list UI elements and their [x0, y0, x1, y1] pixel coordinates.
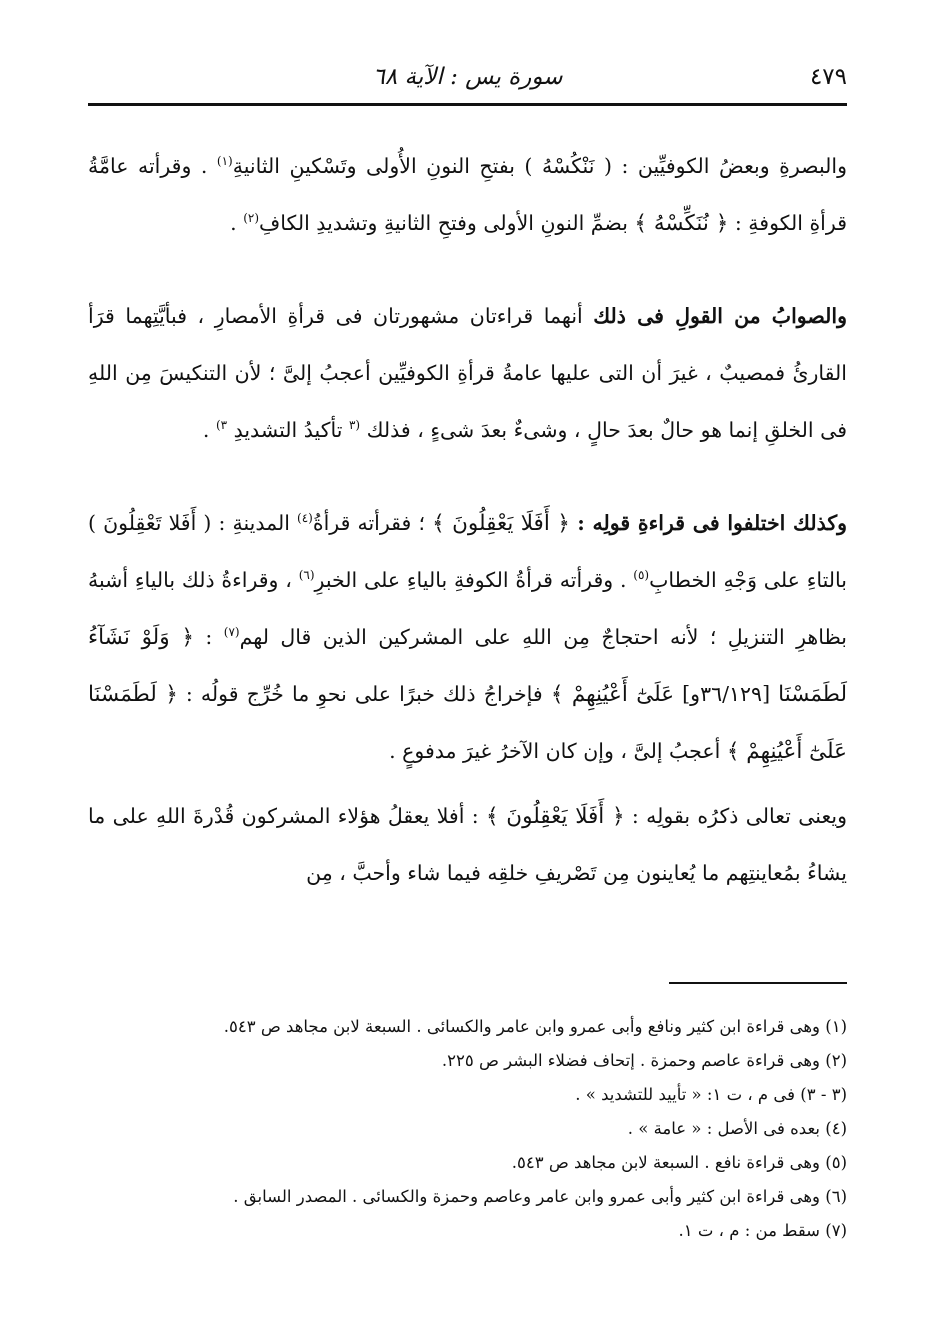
paragraph-3: [88, 495, 847, 780]
footnote-ref-7[interactable]: (٧): [223, 625, 240, 640]
quran-quote: ﴿ وَلَوْ نَشَآءُ لَطَمَسْنَا: [88, 625, 847, 707]
text-segment: أعجبُ إلىَّ ، وإن كان الآخرُ غيرَ مدفوعٍ .: [389, 739, 727, 763]
footnote-ref-4[interactable]: (٤): [297, 511, 313, 526]
footnote-ref-3-end[interactable]: ٣): [215, 418, 228, 433]
page-header: [88, 58, 847, 98]
text-segment: :: [193, 625, 224, 649]
footnote-ref-1[interactable]: (١): [216, 154, 233, 169]
footnote-5: (٥) وهى قراءة نافع . السبعة لابن مجاهد ص ٥٤٣.: [511, 1153, 847, 1172]
text-segment: .: [202, 418, 216, 442]
paragraph-4: [88, 788, 847, 902]
footnote-7: (٧) سقط من : م ، ت ١.: [678, 1221, 847, 1240]
text-segment: والبصرةِ وبعضُ الكوفيِّين : ( نَنْكُسْهُ ) بفتحِ النونِ الأُولى وتَسْكينِ الثانيةِ: [232, 154, 847, 178]
footnote-3: (٣ - ٣) فى م ، ت ١: « تأييد للتشديد » .: [575, 1085, 847, 1104]
paragraph-lead: والصوابُ من القولِ فى ذلك: [593, 304, 848, 328]
quran-quote: ﴿ لَطَمَسْنَا عَلَىٰٓ أَعْيُنِهِمْ ﴾: [88, 682, 847, 764]
main-text: [88, 138, 847, 910]
text-segment: : أفلا يعقلُ هؤلاء المشركون قُدْرةَ اللهِ على ما يشاءُ بمُعاينتِهم ما يُعاينون مِن تَصْريفِ خلقِه فيما شاء وأحبَّ ، مِن: [88, 804, 847, 885]
text-segment: ؛ فقرأته قرأةُ: [312, 511, 433, 535]
text-segment: ، وقراءةُ ذلك بالياءِ أشبهُ بظاهرِ التنزيلِ ؛ لأنه احتجاجٌ مِن اللهِ على المشركين الذين قال لهم: [88, 568, 847, 649]
text-segment: . وقرأته عامَّةُ قرأةِ الكوفةِ :: [88, 154, 847, 235]
quran-quote: ﴿ أَفَلَا يَعْقِلُونَ ﴾: [486, 804, 625, 829]
paragraph-1: [88, 138, 847, 252]
text-segment: . وقرأته قرأةُ الكوفةِ بالياءِ على الخبرِ: [314, 568, 634, 592]
footnote-ref-3-start[interactable]: (٣: [348, 418, 361, 433]
footnote-ref-6[interactable]: (٦): [298, 568, 315, 583]
text-segment: المدينةِ : ( أَفَلا تَعْقِلُونَ ) بالتاءِ على وَجْهِ الخطابِ: [88, 511, 847, 592]
text-segment: ويعنى تعالى ذكرُه بقولِه :: [624, 804, 847, 828]
footnote-1: (١) وهى قراءة ابن كثير ونافع وأبى عمرو وابن عامر والكسائى . السبعة لابن مجاهد ص ٥٤٣.: [223, 1017, 847, 1036]
footnote-4: (٤) بعده فى الأصل : « عامة » .: [627, 1119, 847, 1138]
footnotes: [88, 1010, 847, 1248]
footnote-6: (٦) وهى قراءة ابن كثير وأبى عمرو وابن عامر وعاصم وحمزة والكسائى . المصدر السابق .: [233, 1187, 847, 1206]
text-segment: أنهما قراءتان مشهورتان فى قرأةِ الأمصارِ ، فبأيَّتِهما قرَأ القارئُ فمصيبٌ ، غيرَ أن التى عليها عامةُ قرأةِ الكوفيِّين أعجبُ إلىَّ ؛ لأن التنكيسَ مِن اللهِ فى الخلقِ إنما هو حالٌ بعدَ حالٍ ، وشىءٌ بعدَ شىءٍ ، فذلك: [88, 304, 847, 442]
text-segment: تأكيدُ التشديدِ: [227, 418, 349, 442]
footnote-ref-2[interactable]: (٢): [243, 211, 260, 226]
quran-quote: ﴿ نُنَكِّسْهُ ﴾: [634, 211, 729, 236]
running-title: سورة يس : الآية ٦٨: [372, 64, 563, 90]
footnote-separator: [669, 982, 847, 984]
footnote-2: (٢) وهى قراءة عاصم وحمزة . إتحاف فضلاء البشر ص ٢٢٥.: [441, 1051, 847, 1070]
paragraph-2: [88, 288, 847, 459]
quran-quote: عَلَىٰٓ أَعْيُنِهِمْ ﴾: [550, 682, 675, 707]
manuscript-ref: [٣٦/١٢٩و]: [674, 682, 779, 706]
text-segment: بضمِّ النونِ الأولى وفتحِ الثانيةِ وتشديدِ الكافِ: [259, 211, 635, 235]
page-number: ٤٧٩: [809, 64, 847, 90]
header-rule: [88, 103, 847, 106]
paragraph-lead: وكذلك اختلفوا فى قراءةِ قولِه :: [577, 511, 848, 535]
footnote-ref-5[interactable]: (٥): [633, 568, 650, 583]
text-segment: فإخراجُ ذلك خبرًا على نحوِ ما خُرِّج قولُه :: [177, 682, 551, 706]
text-segment: .: [230, 211, 244, 235]
quran-quote: ﴿ أَفَلَا يَعْقِلُونَ ﴾: [432, 511, 578, 536]
